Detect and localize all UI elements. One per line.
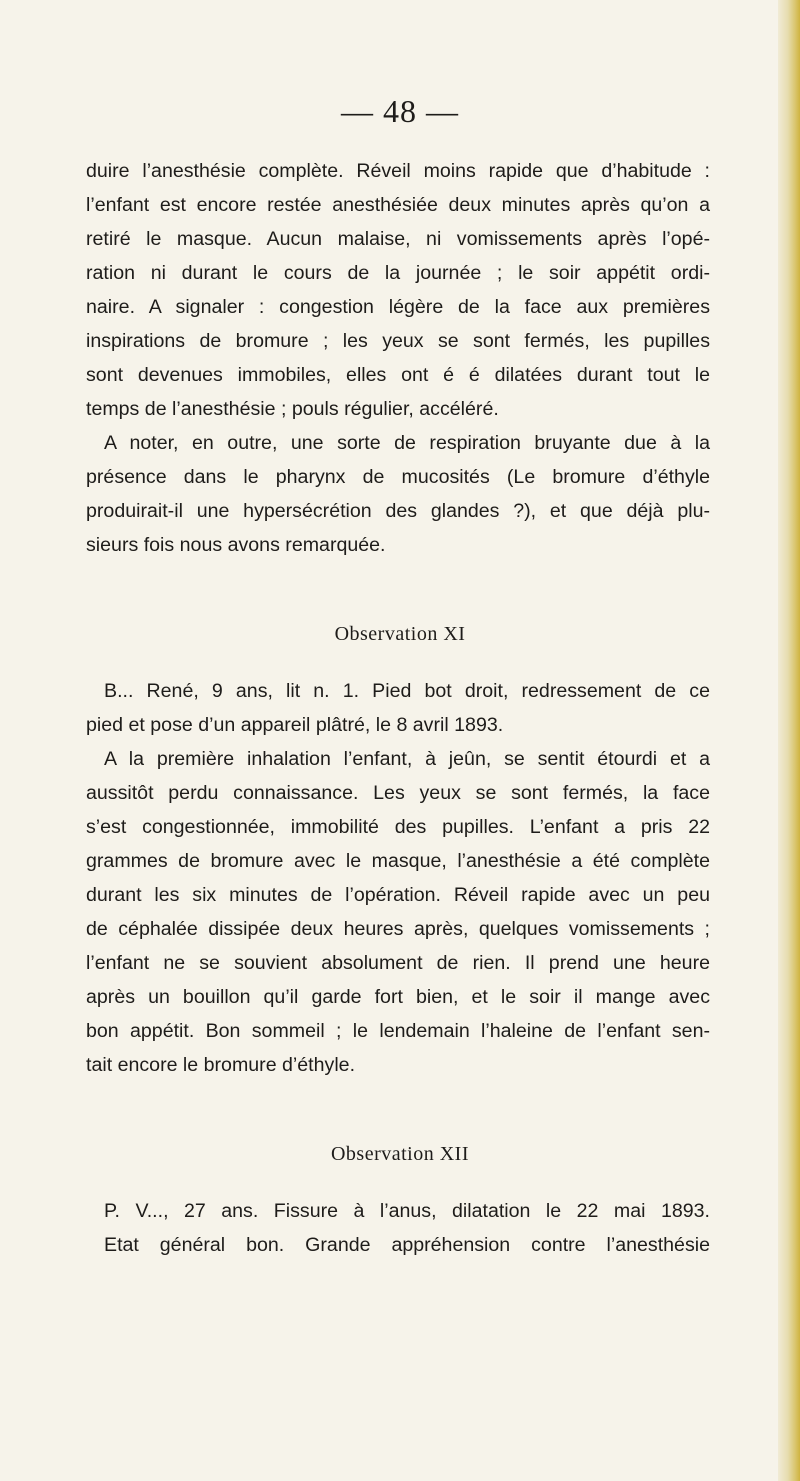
text-line: aussitôt perdu connaissance. Les yeux se sont fermés, la face [86, 782, 710, 804]
text-line: grammes de bromure avec le masque, l’anesthésie a été complète [86, 850, 710, 872]
text-line: s’est congestionnée, immobilité des pupilles. L’enfant a pris 22 [86, 816, 710, 838]
text-line: Etat général bon. Grande appréhension contre l’anesthésie [104, 1234, 710, 1256]
text-line: retiré le masque. Aucun malaise, ni vomissements après l’opé- [86, 228, 710, 250]
text-line: l’enfant ne se souvient absolument de rien. Il prend une heure [86, 952, 710, 974]
text-line: après un bouillon qu’il garde fort bien, et le soir il mange avec [86, 986, 710, 1008]
text-line: tait encore le bromure d’éthyle. [86, 1054, 356, 1076]
text-line: ration ni durant le cours de la journée ; le soir appétit ordi- [86, 262, 710, 284]
text-line: A noter, en outre, une sorte de respiration bruyante due à la [104, 432, 710, 454]
text-line: présence dans le pharynx de mucosités (Le bromure d’éthyle [86, 466, 710, 488]
text-line: bon appétit. Bon sommeil ; le lendemain l’haleine de l’enfant sen- [86, 1020, 710, 1042]
scan-page-edge [778, 0, 800, 1481]
text-line: sieurs fois nous avons remarquée. [86, 534, 386, 556]
text-line: l’enfant est encore restée anesthésiée deux minutes après qu’on a [86, 194, 710, 216]
text-line: sont devenues immobiles, elles ont é é dilatées durant tout le [86, 364, 710, 386]
text-line: A la première inhalation l’enfant, à jeûn, se sentit étourdi et a [104, 748, 710, 770]
text-line: B... René, 9 ans, lit n. 1. Pied bot droit, redressement de ce [104, 680, 710, 702]
text-line: durant les six minutes de l’opération. Réveil rapide avec un peu [86, 884, 710, 906]
section-heading: Observation XII [330, 1143, 470, 1165]
text-line: temps de l’anesthésie ; pouls régulier, accéléré. [86, 398, 499, 420]
text-line: duire l’anesthésie complète. Réveil moins rapide que d’habitude : [86, 160, 710, 182]
text-line: produirait-il une hypersécrétion des glandes ?), et que déjà plu- [86, 500, 710, 522]
text-line: naire. A signaler : congestion légère de la face aux premières [86, 296, 710, 318]
page-number: — 48 — [341, 93, 459, 129]
section-heading: Observation XI [334, 623, 466, 645]
text-line: pied et pose d’un appareil plâtré, le 8 avril 1893. [86, 714, 504, 736]
text-line: inspirations de bromure ; les yeux se sont fermés, les pupilles [86, 330, 710, 352]
text-line: de céphalée dissipée deux heures après, quelques vomissements ; [86, 918, 710, 940]
text-line: P. V..., 27 ans. Fissure à l’anus, dilatation le 22 mai 1893. [104, 1200, 710, 1222]
